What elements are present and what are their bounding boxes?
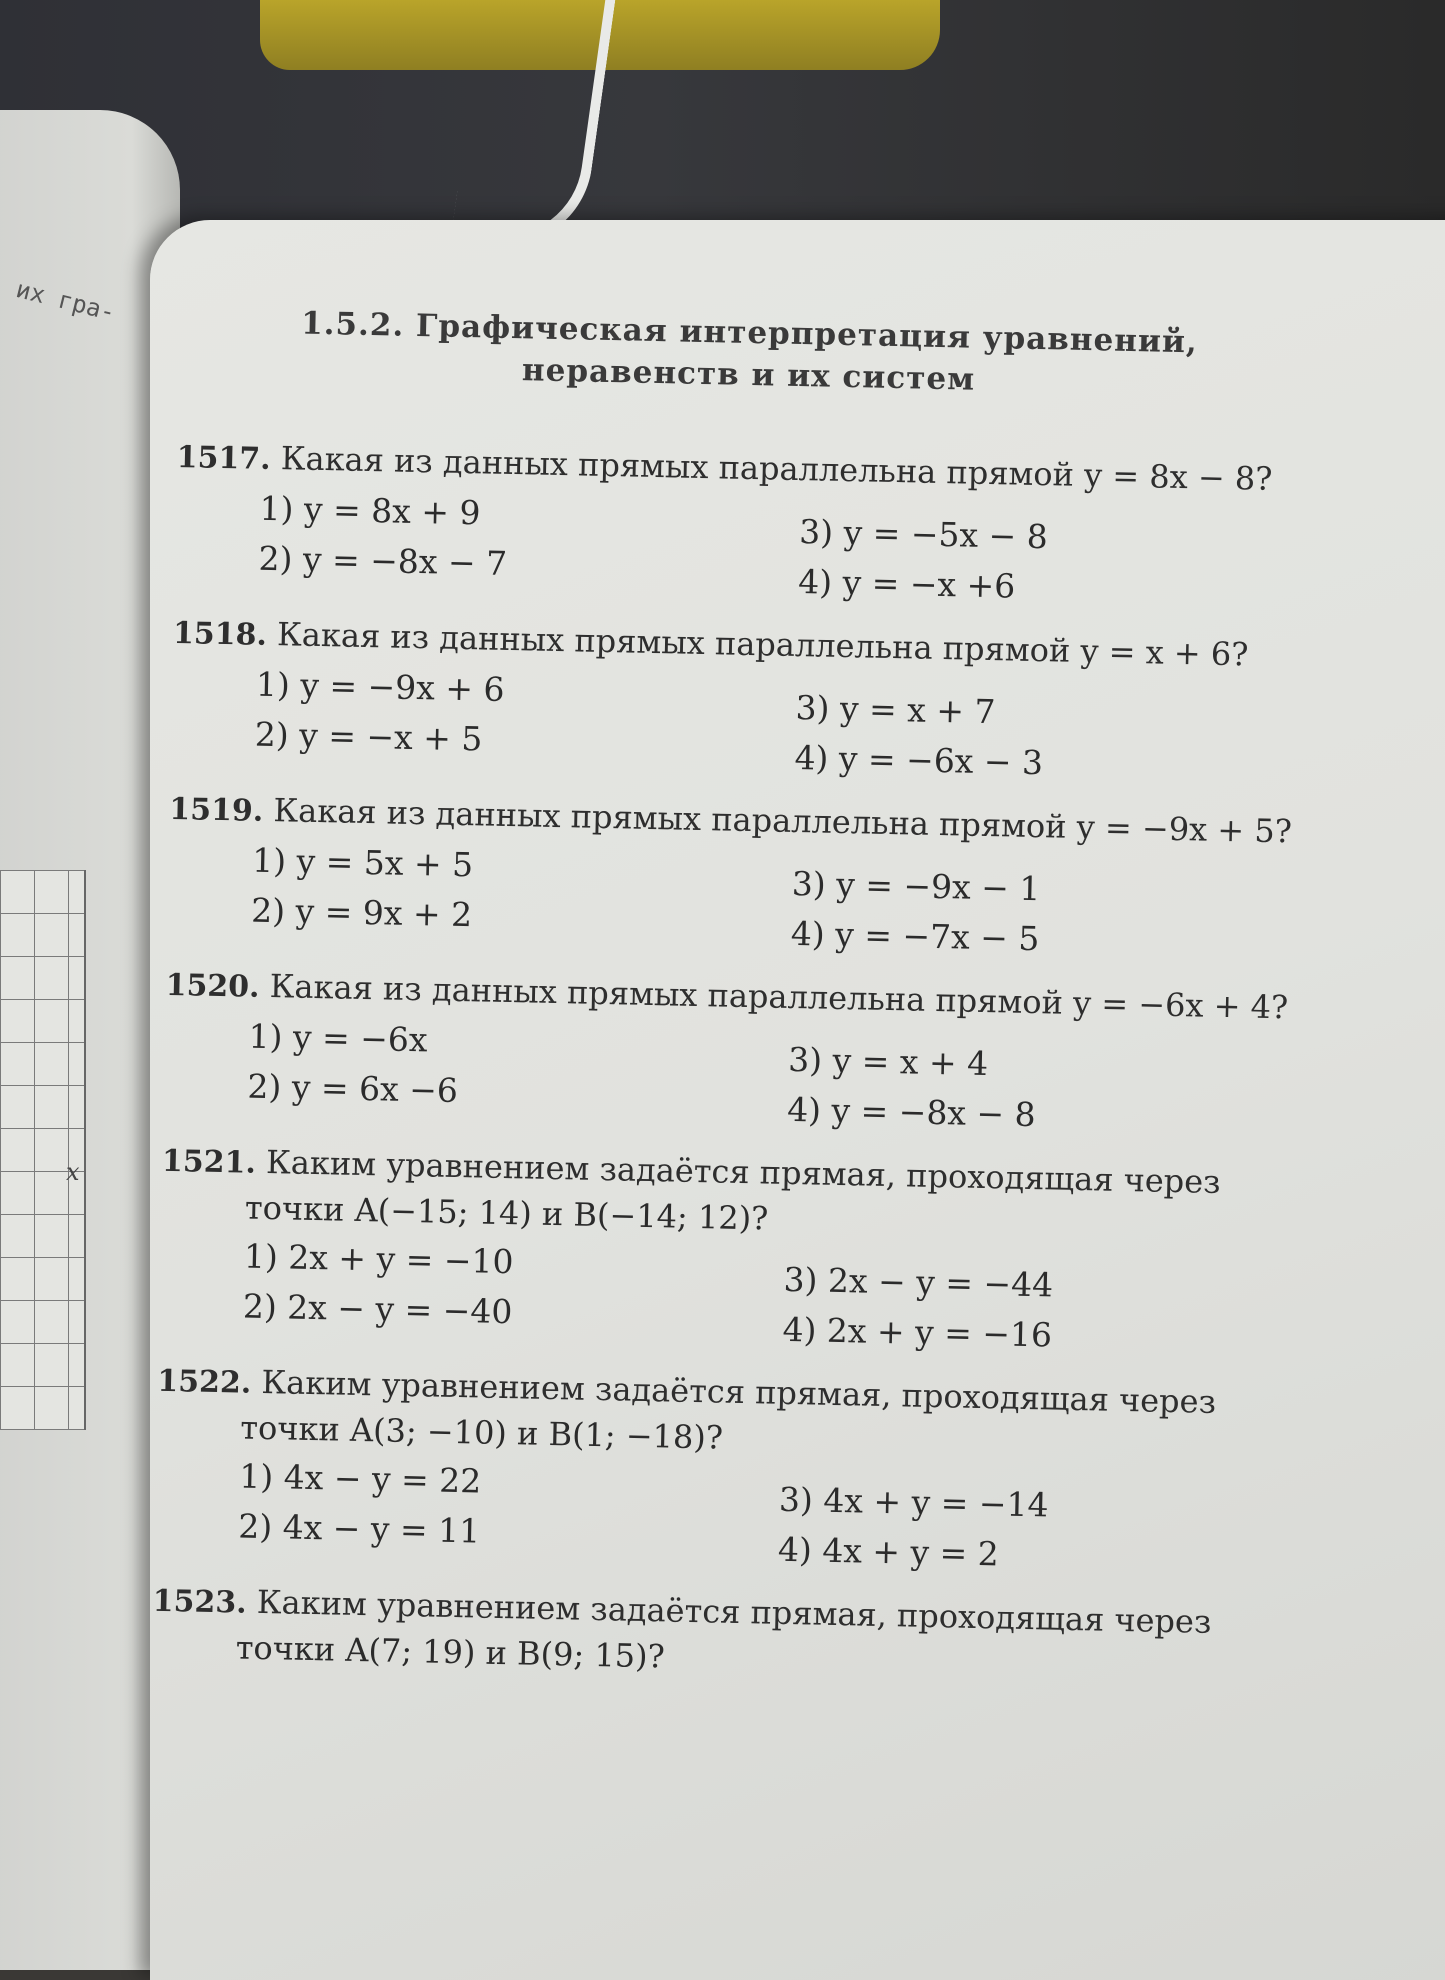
- answer-option-4: 4) 2x + y = −16: [782, 1309, 1053, 1355]
- problem-number: 1521.: [161, 1143, 257, 1181]
- problem-question-text: Каким уравнением задаётся прямая, проходящая через: [261, 1362, 1217, 1421]
- answer-option-4: 4) y = −x +6: [797, 562, 1016, 606]
- problem-list: [151, 434, 1407, 1693]
- answer-option-4: 4) y = −8x − 8: [786, 1089, 1037, 1135]
- answer-option-2: 2) 2x − y = −40: [242, 1286, 513, 1332]
- section-title-line2: неравенств и их систем: [521, 352, 976, 398]
- answer-option-3: 3) y = −5x − 8: [798, 512, 1049, 557]
- section-title-line1: 1.5.2. Графическая интерпретация уравнений,: [300, 305, 1199, 361]
- answer-option-1: 1) y = −6x: [248, 1016, 428, 1060]
- problem-question-text: Каким уравнением задаётся прямая, проходящая через: [256, 1582, 1212, 1641]
- answer-option-2: 2) y = −8x − 7: [258, 538, 508, 583]
- answer-option-4: 4) 4x + y = 2: [777, 1529, 1000, 1574]
- problem-question-line2: точки A(−15; 14) и B(−14; 12)?: [244, 1188, 769, 1238]
- problem-number: 1518.: [172, 615, 268, 653]
- answer-option-3: 3) y = x + 7: [795, 687, 996, 732]
- answer-option-3: 3) y = x + 4: [787, 1039, 989, 1084]
- problem-1517: [174, 434, 1407, 608]
- problem-question-line2: точки A(7; 19) и B(9; 15)?: [235, 1628, 666, 1676]
- answer-option-2: 2) 4x − y = 11: [237, 1506, 481, 1551]
- problem-number: 1519.: [168, 791, 264, 829]
- answer-option-1: 1) 2x + y = −10: [243, 1236, 514, 1282]
- problem-1519: [167, 786, 1400, 960]
- problem-number: 1523.: [152, 1583, 248, 1621]
- answer-option-1: 1) y = 8x + 9: [259, 488, 481, 533]
- problem-question-text: Какая из данных прямых параллельна прямой y = 8x − 8?: [280, 439, 1273, 498]
- problem-question-text: Какая из данных прямых параллельна прямой y = −9x + 5?: [273, 791, 1293, 851]
- answer-option-3: 3) 4x + y = −14: [778, 1479, 1049, 1525]
- problem-number: 1522.: [156, 1363, 252, 1401]
- answer-option-2: 2) y = 9x + 2: [250, 890, 473, 935]
- problem-question-text: Какая из данных прямых параллельна прямой y = −6x + 4?: [269, 967, 1289, 1027]
- answer-option-3: 3) 2x − y = −44: [783, 1259, 1054, 1305]
- answer-option-1: 1) y = 5x + 5: [251, 840, 474, 885]
- problem-1518: [170, 610, 1403, 784]
- problem-1521: [158, 1138, 1392, 1356]
- problem-1520: [163, 962, 1396, 1136]
- answer-option-1: 1) 4x − y = 22: [238, 1456, 482, 1501]
- problem-number: 1517.: [176, 439, 272, 477]
- answer-option-4: 4) y = −7x − 5: [790, 913, 1040, 959]
- problem-question-text: Каким уравнением задаётся прямая, проходящая через: [265, 1142, 1222, 1201]
- answer-option-4: 4) y = −6x − 3: [794, 737, 1044, 783]
- answer-option-2: 2) y = 6x −6: [247, 1066, 459, 1110]
- problem-question-text: Какая из данных прямых параллельна прямой y = x + 6?: [276, 615, 1249, 674]
- page-content: [151, 300, 1409, 1693]
- left-page-text: их гра-: [13, 275, 119, 327]
- graph-grid: [0, 870, 86, 1430]
- problem-1522: [154, 1358, 1388, 1576]
- grid-axis-label: x: [66, 1158, 80, 1186]
- answer-option-1: 1) y = −9x + 6: [255, 664, 505, 709]
- problem-question-line2: точки A(3; −10) и B(1; −18)?: [240, 1408, 724, 1457]
- problem-number: 1520.: [165, 967, 260, 1005]
- answer-option-3: 3) y = −9x − 1: [791, 863, 1041, 909]
- answer-option-2: 2) y = −x + 5: [254, 714, 483, 759]
